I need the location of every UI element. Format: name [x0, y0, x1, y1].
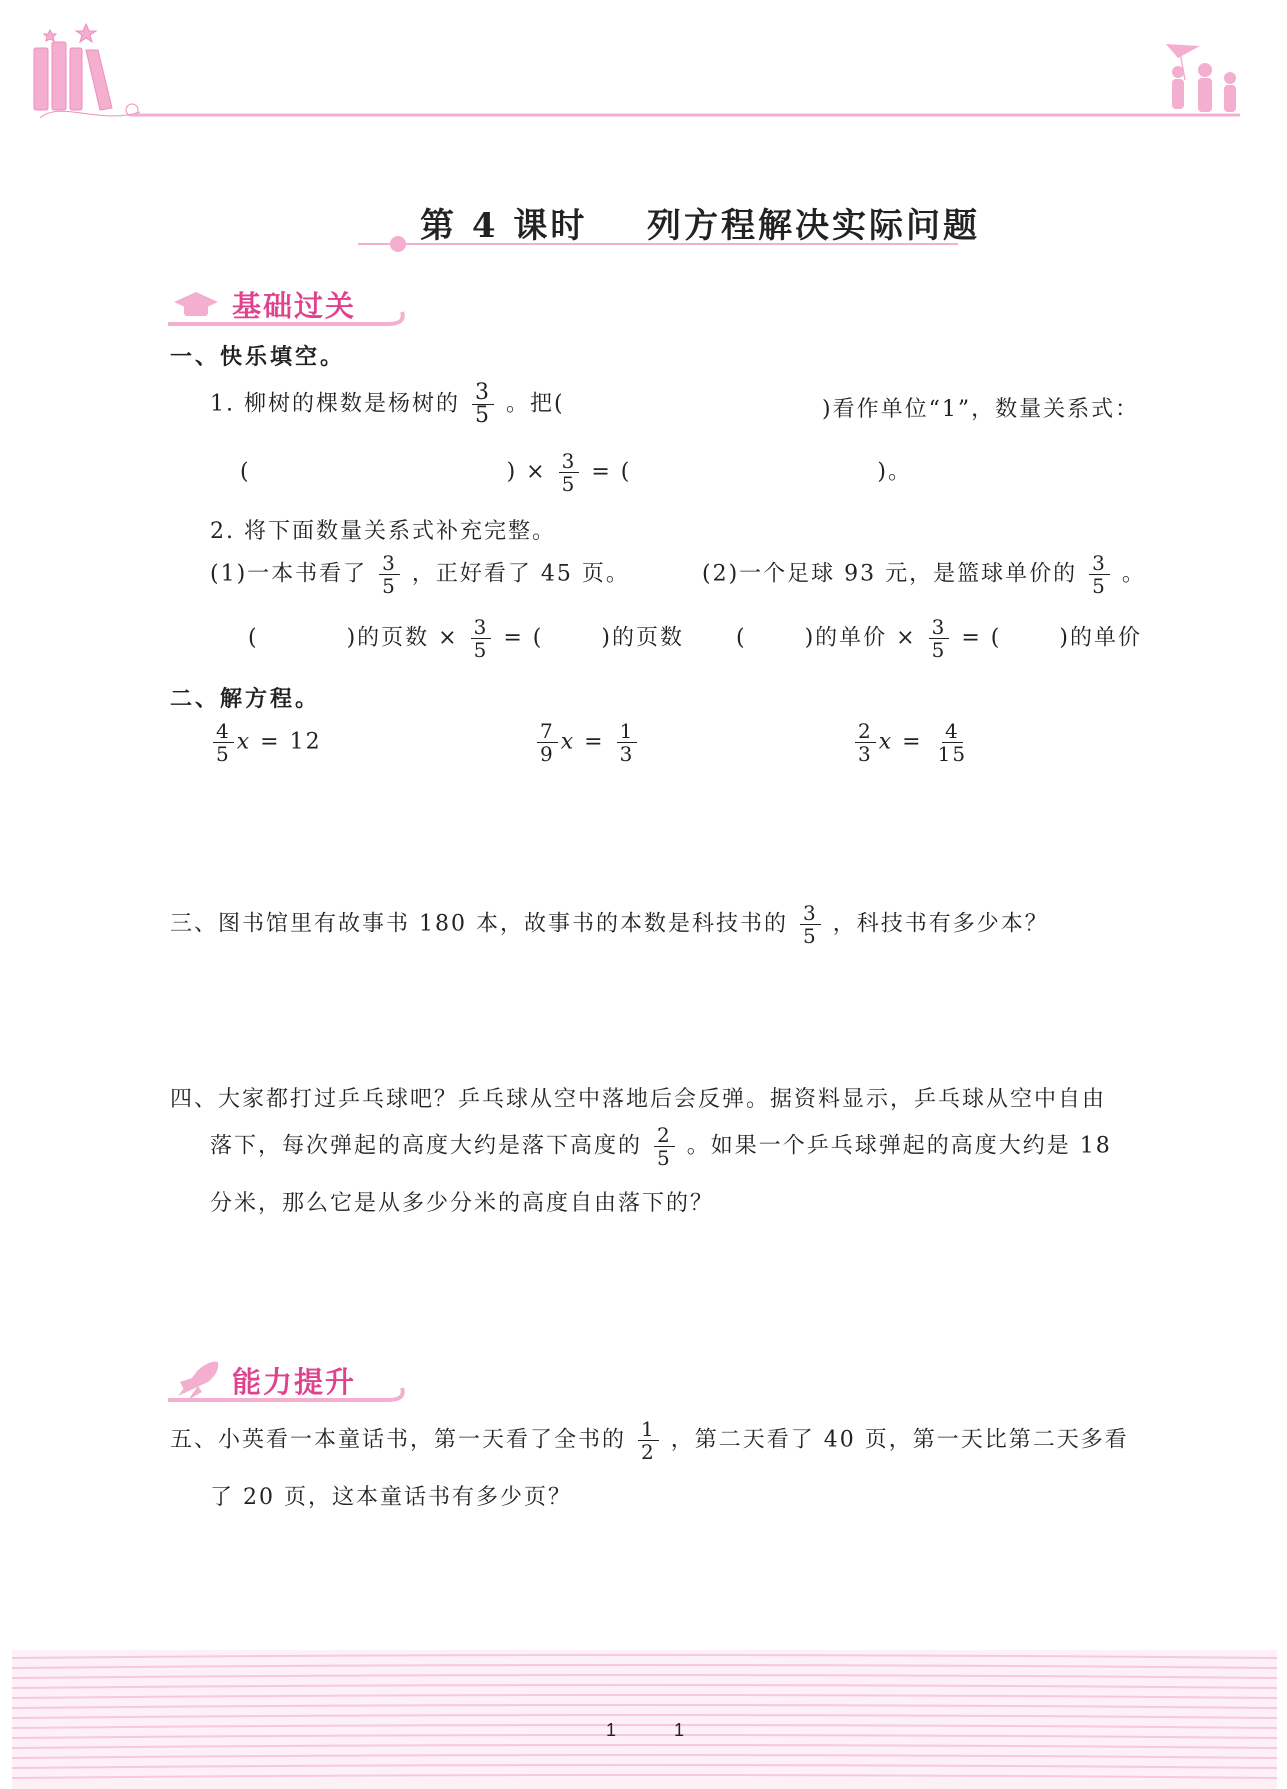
- fraction: $\frac{3}{5}$: [929, 616, 950, 661]
- fraction: $\frac{3}{5}$: [472, 382, 494, 427]
- q1-item1-line1: 1. 柳树的棵数是杨树的 $\frac{3}{5}$ 。把(: [210, 380, 565, 428]
- q4-line2: 落下，每次弹起的高度大约是落下高度的 $\frac{2}{5}$ 。如果一个乒乓球弹起的高度大约是 18: [210, 1123, 1112, 1170]
- page-number-left: 1: [606, 1720, 617, 1740]
- graduation-cap-icon: [174, 292, 218, 316]
- q4-line3: 分米，那么它是从多少分米的高度自由落下的？: [210, 1191, 715, 1216]
- q3-text: 三、图书馆里有故事书 180 本，故事书的本数是科技书的 $\frac{3}{5}$ ，科技书有多少本？: [170, 901, 1049, 948]
- q5-line2: 了 20 页，这本童话书有多少页？: [210, 1485, 572, 1510]
- equation-3: $\frac{2}{3}$ x = $\frac{4}{15}$: [852, 720, 973, 765]
- fraction: $\frac{3}{5}$: [1089, 552, 1110, 597]
- q1-item1-line1-b: )看作单位“1”，数量关系式：: [822, 397, 1140, 422]
- q1-relation1: ( )的页数 × $\frac{3}{5}$ = ( )的页数: [248, 615, 684, 662]
- q1-sub2: (2)一个足球 93 元，是篮球单价的 $\frac{3}{5}$ 。: [702, 551, 1146, 598]
- section-title-basic: 基础过关: [232, 289, 357, 323]
- footer-stripes: [12, 1650, 1277, 1789]
- q1-item2: 2. 将下面数量关系式补充完整。: [210, 519, 556, 544]
- fraction: $\frac{1}{2}$: [638, 1418, 659, 1463]
- books-star-icon: [34, 24, 140, 118]
- fraction: $\frac{3}{5}$: [800, 902, 821, 947]
- fraction: $\frac{3}{5}$: [471, 616, 492, 661]
- fraction: $\frac{4}{15}$: [937, 719, 968, 766]
- fraction: $\frac{4}{5}$: [213, 720, 234, 765]
- equation-2: $\frac{7}{9}$ x = $\frac{1}{3}$: [534, 720, 640, 765]
- lesson-topic: 列方程解决实际问题: [647, 206, 981, 246]
- q1-item1-line2: ( ) × $\frac{3}{5}$ = ( )。: [240, 449, 912, 496]
- rocket-icon: [178, 1362, 218, 1400]
- equation-1: $\frac{4}{5}$ x = 12: [210, 720, 322, 765]
- title-underline: [358, 234, 958, 254]
- header-decoration: [0, 0, 1287, 140]
- q1-sub1: (1)一本书看了 $\frac{3}{5}$ ，正好看了 45 页。: [210, 551, 630, 598]
- fraction: $\frac{3}{5}$: [379, 552, 400, 597]
- fraction: $\frac{3}{5}$: [559, 450, 580, 495]
- section-title-advanced: 能力提升: [232, 1365, 357, 1399]
- fraction: $\frac{7}{9}$: [537, 720, 558, 765]
- q4-line1: 四、大家都打过乒乓球吧？乒乓球从空中落地后会反弹。据资料显示，乒乓球从空中自由: [170, 1087, 1107, 1112]
- q2-heading: 二、解方程。: [170, 687, 321, 712]
- q1-heading: 一、快乐填空。: [170, 345, 346, 370]
- q5-line1: 五、小英看一本童话书，第一天看了全书的 $\frac{1}{2}$ ，第二天看了 40 页，第一天比第二天多看: [170, 1417, 1129, 1464]
- page-number-right: 1: [674, 1720, 685, 1740]
- lesson-number: 第 4 课时: [420, 206, 588, 246]
- fraction: $\frac{1}{3}$: [617, 720, 638, 765]
- fraction: $\frac{2}{5}$: [654, 1124, 675, 1169]
- fraction: $\frac{2}{3}$: [855, 720, 876, 765]
- family-kite-icon: [1166, 44, 1236, 112]
- q1-relation2: ( )的单价 × $\frac{3}{5}$ = ( )的单价: [736, 615, 1142, 662]
